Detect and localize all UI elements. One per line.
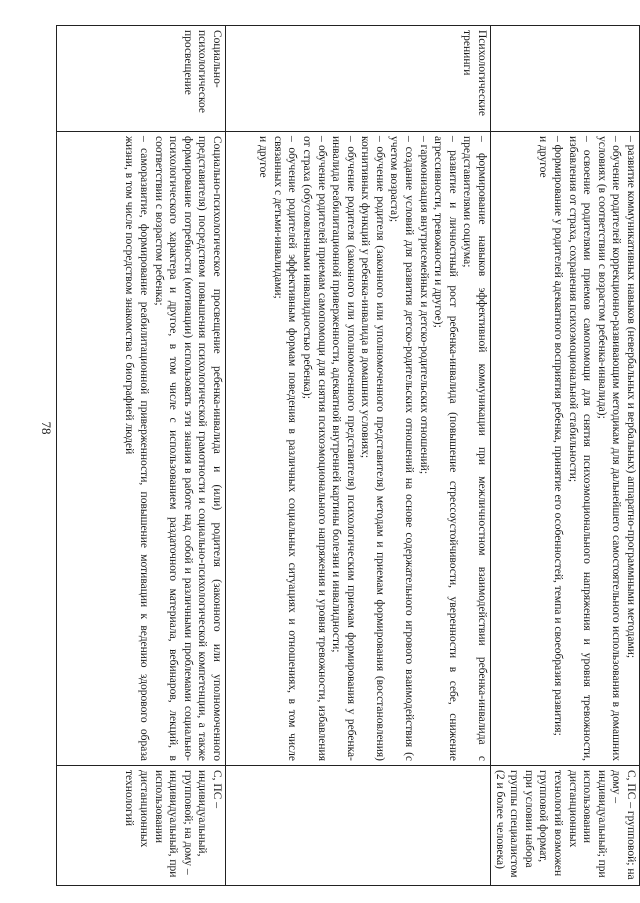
content-line: – обучение родителей приемам самопомощи для снятия психоэмоционального напряжения и уровня тревожности, избавления от страха (обусловленными инвалидностью ребенка); (300, 136, 328, 761)
row-content-cell (491, 132, 640, 766)
content-line: – освоение родителями приемов самопомощи для снятия психоэмоционального напряжения и уровня тревожности, избавления от страха, сохранения психоэмоциональной стабильности; (566, 136, 594, 761)
row-form-cell: С, ПС – индивидуальный, групповой; на дому – индивидуальный, при использовании дистанционных технологий (57, 766, 226, 886)
rotated-table-wrapper (60, 25, 640, 885)
content-line: – саморазвитие, формирование реабилитационной приверженности, повышение мотивации к ведению здорового образа жизни, в том числе посредством знакомства с биографией людей (123, 136, 151, 761)
content-line: – развитие и личностный рост ребенка-инвалида (повышение стрессоустойчивости, уверенности в себе, снижение агрессивности, тревожности и другое); (432, 136, 459, 761)
content-line: и другое (537, 136, 550, 178)
content-line: – обучение родителей эффективным формам поведения в различных социальных ситуациях и отношениях, в том числе связанных с детьми-инвалидами; (271, 136, 299, 761)
content-line: – обучение родителя (законного или уполномоченного представителя) методам и приемам формирования (восстановления) когнитивных функций у ребенка-инвалида в домашних условиях; (359, 136, 386, 761)
row-content-cell (57, 132, 226, 766)
row-name-cell: Психологические тренинги (226, 26, 491, 132)
page-number: 78 (39, 421, 54, 435)
table-row (226, 26, 491, 886)
row-form-cell (226, 766, 491, 886)
table-row (57, 26, 226, 886)
row-name-cell: Социально-психологическое просвещение (57, 26, 226, 132)
content-line: – формирование навыков эффективной коммуникации при межличностном взаимодействии ребенка-инвалида с представителями социума; (461, 136, 489, 761)
row-content-cell (226, 132, 491, 766)
content-line: – обучение родителя (законного или уполномоченного представителя) психологическим приемам формирования у ребенка-инвалида реабилитационной приверженности, адекватной внутренней картины болезни и инвалидности; (330, 136, 357, 761)
row-name-cell (491, 26, 640, 132)
table-row (491, 26, 640, 886)
content-line: – формирование у родителей адекватного восприятия ребенка, принятие его особенностей, темпа и своеобразия развития; (552, 136, 565, 736)
content-line: Социально-психологическое просвещение ребенка-инвалида и (или) родителя (законного или уполномоченного представителя) посредством повышения психологической грамотности и социально-психологической компетенции, а также формирование потребности (мотивации) использовать эти знания в работе над собой и различными проблемами социально-психологического характера и другое, в том числе с использованием раздаточного материала, вебинаров, лекций, в соответствии с возрастом ребенка; (152, 136, 224, 761)
content-line: – гармонизация внутрисемейных и детско-родительских отношений; (417, 136, 430, 475)
content-line: – обучение родителей коррекционно-развивающим методикам для дальнейшего самостоятельного использования в домашних условиях (в соответствии с возрастом ребенка-инвалида); (595, 136, 623, 761)
content-line: – создание условий для развития детско-родительских отношений на основе содержательного игрового взаимодействия (с учетом возраста); (388, 136, 416, 761)
row-form-cell: С, ПС – групповой; на дому – индивидуальный; при использовании дистанционных технологий возможен групповой формат, при условии набора группы специалистом (2 и более человека) (491, 766, 640, 886)
content-line: и другое (257, 136, 270, 178)
rehabilitation-table (56, 25, 640, 886)
content-line: – развитие коммуникативных навыков (невербальных и вербальных) аппаратно-программными методами; (625, 136, 637, 659)
